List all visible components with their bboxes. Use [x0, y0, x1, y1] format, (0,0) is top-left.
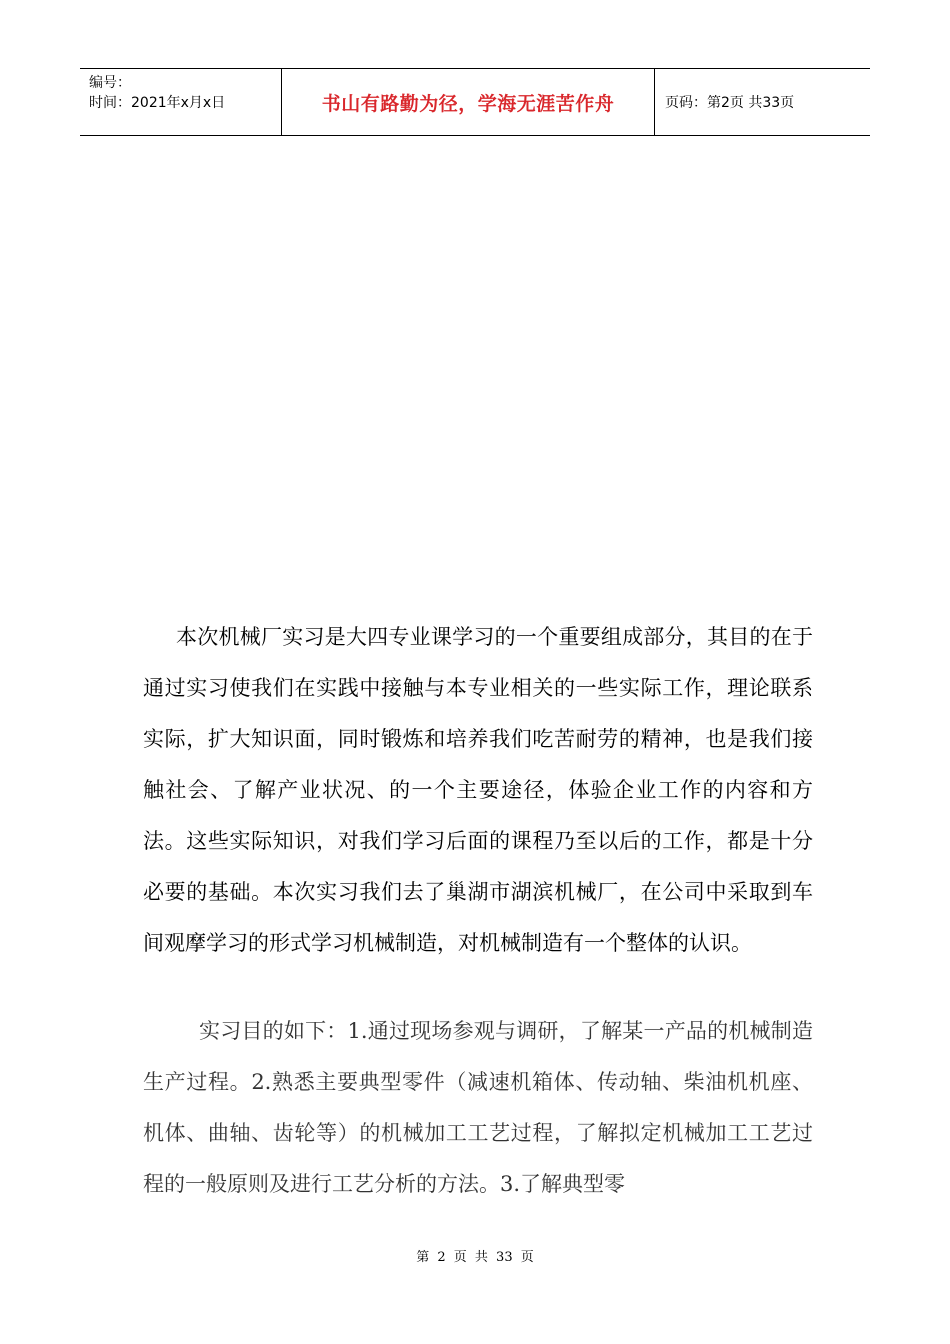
motto-text: 书山有路勤为径，学海无涯苦作舟 — [321, 92, 615, 115]
paragraph-intro: 本次机械厂实习是大四专业课学习的一个重要组成部分，其目的在于通过实习使我们在实践中接触与本专业相关的一些实际工作，理论联系实际，扩大知识面，同时锻炼和培养我们吃苦耐劳的精神，也是我们接触社会、了解产业状况、的一个主要途径，体验企业工作的内容和方法。这些实际知识，对我们学习后面的课程乃至以后的工作，都是十分必要的基础。本次实习我们去了巢湖市湖滨机械厂，在公司中采取到车间观摩学习的形式学习机械制造，对机械制造有一个整体的认识。 — [143, 625, 813, 955]
paragraph-objectives: 实习目的如下：1.通过现场参观与调研，了解某一产品的机械制造生产过程。2.熟悉主要典型零件（减速机箱体、传动轴、柴油机机座、机体、曲轴、齿轮等）的机械加工工艺过程，了解拟定机械加工工艺过程的一般原则及进行工艺分析的方法。3.了解典型零 — [143, 1019, 813, 1196]
number-label: 编号： — [89, 75, 131, 91]
page-footer: 第 2 页 共 33 页 — [416, 1250, 534, 1265]
time-label: 时间：2021年x月x日 — [89, 95, 226, 111]
page-info: 页码：第2页 共33页 — [665, 95, 795, 111]
header-meta-cell — [80, 69, 282, 135]
header-motto-cell — [282, 69, 655, 135]
header-page-cell — [655, 69, 870, 135]
page-header — [80, 68, 870, 136]
